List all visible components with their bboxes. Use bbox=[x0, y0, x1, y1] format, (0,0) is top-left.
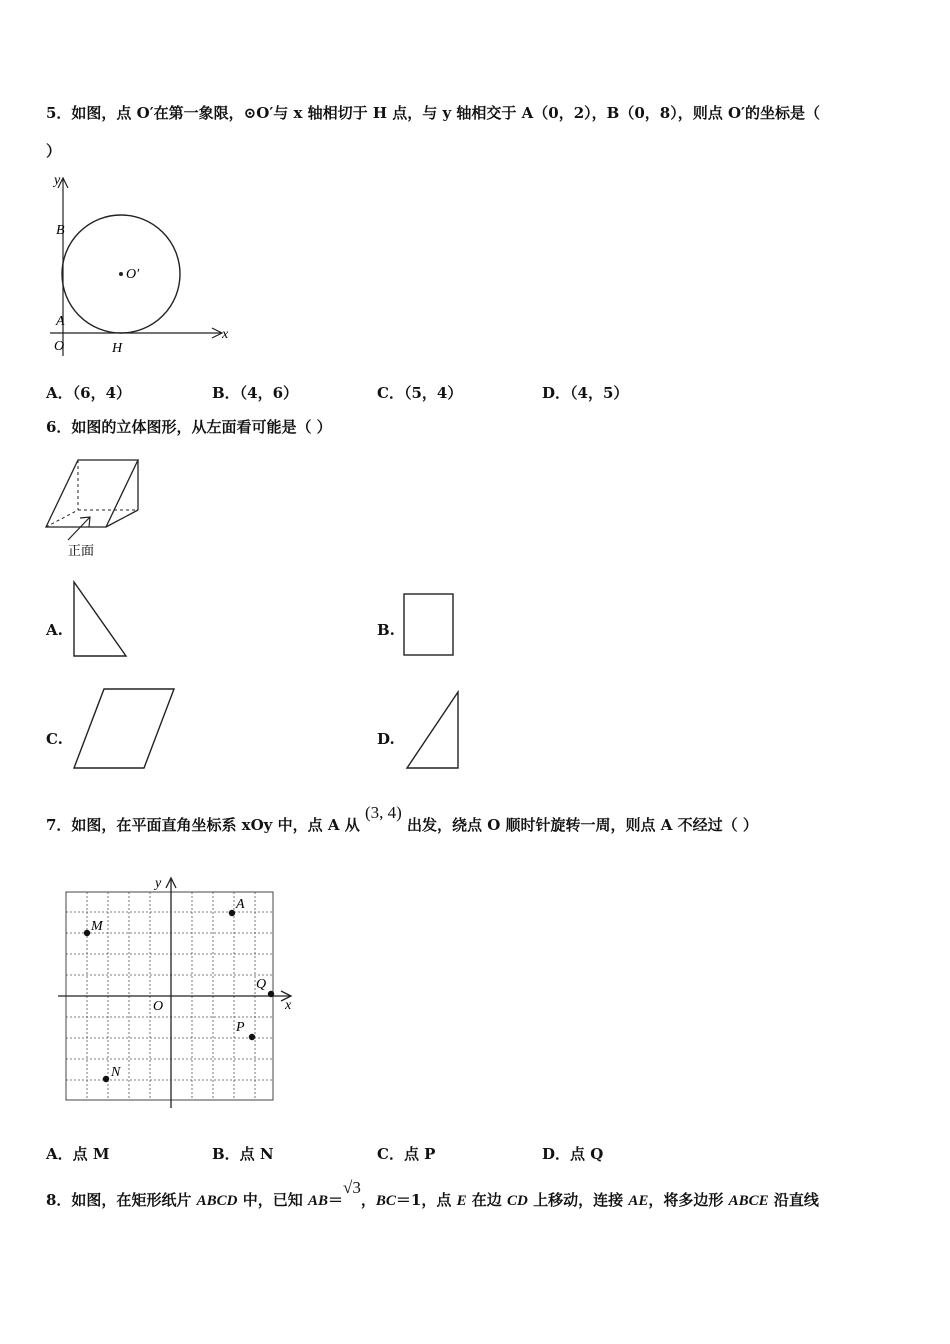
q8-text-1: 8．如图，在矩形纸片 bbox=[46, 1191, 197, 1209]
q7-point-q bbox=[268, 991, 274, 997]
q7-option-c[interactable]: C．点 P bbox=[377, 1145, 436, 1163]
q5-b-label: B bbox=[56, 223, 65, 238]
q8-text-3: ＝ bbox=[328, 1191, 344, 1209]
q6-option-c-shape[interactable] bbox=[70, 686, 180, 772]
q7-point-p bbox=[249, 1034, 255, 1040]
q7-option-a[interactable]: A．点 M bbox=[46, 1145, 110, 1163]
q5-h-label: H bbox=[112, 341, 123, 356]
q7-m-label: M bbox=[91, 919, 103, 934]
q8-text-2: 中，已知 bbox=[237, 1191, 308, 1209]
q5-x-label: x bbox=[222, 327, 229, 342]
q7-point-m bbox=[84, 930, 90, 936]
q5-y-label: y bbox=[54, 173, 61, 188]
q6-option-d-shape[interactable] bbox=[404, 690, 464, 772]
q6-option-a[interactable]: A. bbox=[46, 621, 63, 639]
q5-a-label: A bbox=[56, 314, 65, 329]
q7-option-d[interactable]: D．点 Q bbox=[542, 1145, 604, 1163]
q5-option-c[interactable]: C．（5，4） bbox=[377, 384, 463, 402]
q5-option-a[interactable]: A．（6，4） bbox=[46, 384, 132, 402]
q6-option-b-shape[interactable] bbox=[402, 592, 457, 658]
q8-ab: AB bbox=[307, 1193, 328, 1209]
q7-q-label: Q bbox=[256, 977, 267, 992]
q6-option-a-shape[interactable] bbox=[70, 580, 130, 660]
q6-option-c[interactable]: C. bbox=[46, 730, 63, 748]
q5-o-label: O bbox=[54, 339, 65, 354]
q8-abcd: ABCD bbox=[196, 1193, 238, 1209]
q7-x-label: x bbox=[285, 998, 292, 1013]
q8-bc: BC bbox=[375, 1193, 396, 1209]
q7-o-label: O bbox=[153, 999, 164, 1014]
q6-option-b[interactable]: B. bbox=[377, 621, 395, 639]
q7-y-label: y bbox=[155, 876, 162, 891]
q5-option-d[interactable]: D．（4，5） bbox=[542, 384, 629, 402]
q7-option-b[interactable]: B．点 N bbox=[212, 1145, 274, 1163]
q8-text-7: 上移动，连接 bbox=[527, 1191, 629, 1209]
q5-option-b[interactable]: B．（4，6） bbox=[212, 384, 299, 402]
q7-a-label: A bbox=[236, 897, 245, 912]
q8-text-5: ＝1，点 bbox=[395, 1191, 457, 1209]
q8-text-4: ， bbox=[360, 1191, 376, 1209]
q7-n-label: N bbox=[111, 1065, 121, 1080]
q8-text-8: ，将多边形 bbox=[648, 1191, 729, 1209]
q7-stem bbox=[46, 803, 758, 835]
q8-ae: AE bbox=[628, 1193, 649, 1209]
q7-point-n bbox=[103, 1076, 109, 1082]
q7-point-math: (3, 4) bbox=[364, 803, 402, 822]
q8-text-9: 沿直线 bbox=[768, 1191, 819, 1209]
q7-stem-after: 出发，绕点 O 顺时针旋转一周，则点 A 不经过（ ） bbox=[407, 816, 758, 834]
q7-point-a bbox=[229, 910, 235, 916]
q6-front-label: 正面 bbox=[68, 544, 95, 559]
q5-figure bbox=[46, 170, 236, 360]
q7-stem-before: 7．如图，在平面直角坐标系 xOy 中，点 A 从 bbox=[46, 816, 360, 834]
q7-p-label: P bbox=[236, 1020, 245, 1035]
q6-stem: 6．如图的立体图形，从左面看可能是（ ） bbox=[46, 418, 332, 436]
q5-stem-cont: ） bbox=[46, 142, 62, 160]
q7-figure bbox=[55, 872, 300, 1112]
q8-cd: CD bbox=[507, 1193, 528, 1209]
q6-solid-figure bbox=[40, 455, 150, 560]
q8-sqrt: √3 bbox=[343, 1178, 361, 1197]
q8-stem bbox=[46, 1178, 819, 1210]
q5-stem: 5．如图，点 O′在第一象限，⊙O′与 x 轴相切于 H 点，与 y 轴相交于 A（0，2），B（0，8），则点 O′的坐标是（ bbox=[46, 104, 820, 122]
q6-option-d[interactable]: D. bbox=[377, 730, 395, 748]
q8-text-6: 在边 bbox=[466, 1191, 508, 1209]
q5-center-label: O′ bbox=[126, 267, 140, 282]
q8-e: E bbox=[456, 1193, 467, 1209]
q8-abce: ABCE bbox=[728, 1193, 769, 1209]
